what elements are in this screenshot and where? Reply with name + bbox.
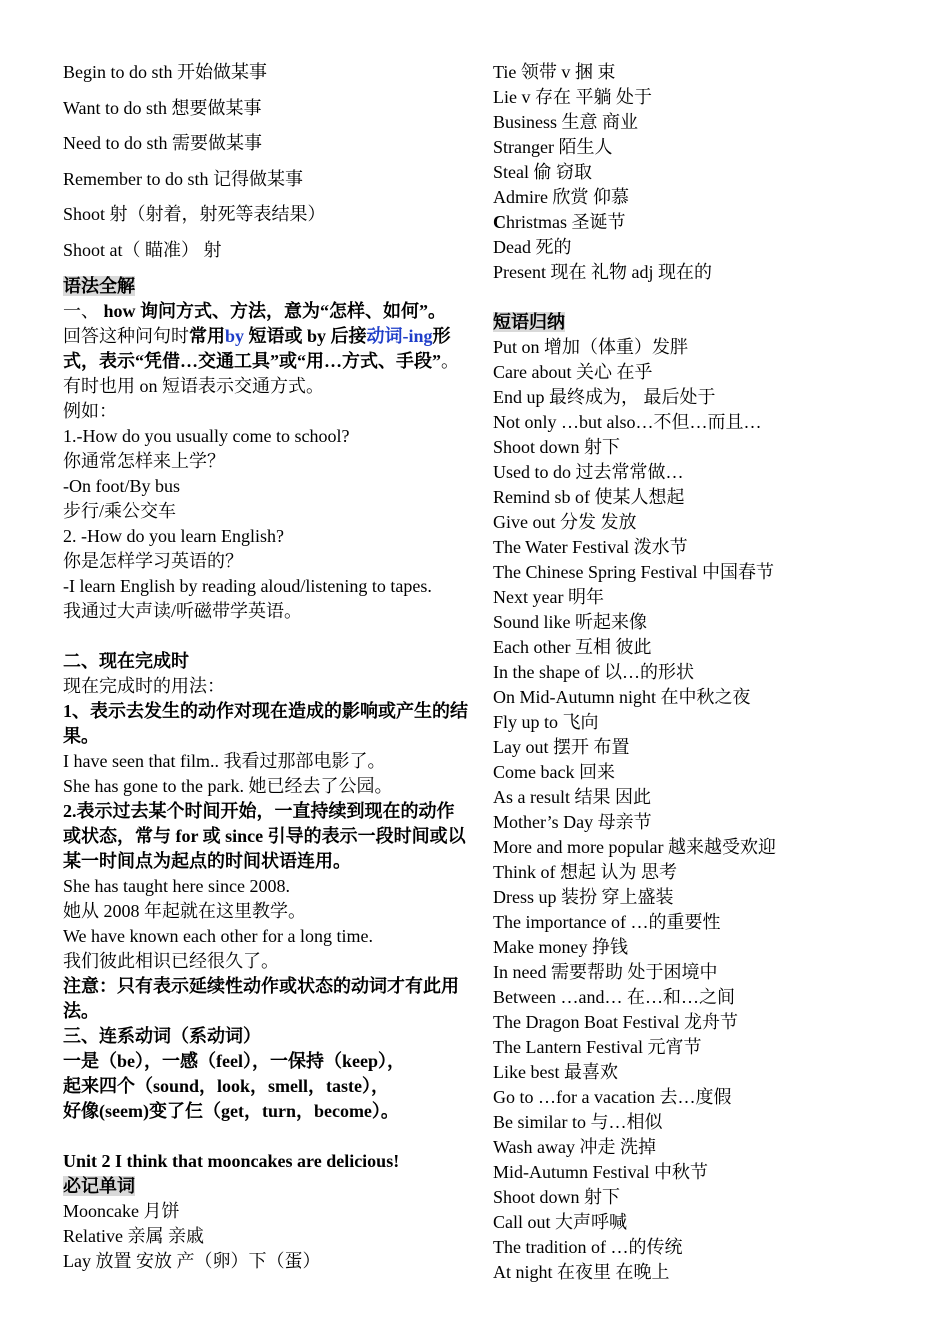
- by-keyword: by: [225, 325, 245, 346]
- example-line: 2. -How do you learn English?: [63, 525, 284, 546]
- phrase-item: Remind sb of 使某人想起: [493, 487, 685, 507]
- present-perfect-title: 二、现在完成时: [63, 650, 189, 671]
- example-line: 我们彼此相识已经很久了。: [63, 950, 279, 971]
- phrase-item: Mother’s Day 母亲节: [493, 812, 652, 832]
- present-perfect-point-2: 2.表示过去某个时间开始，一直持续到现在的动作或状态，常与 for 或 since 引导的表示一段时间或以某一时间点为起点的时间状语连用。: [63, 800, 466, 871]
- example-label: 例如：: [63, 400, 117, 421]
- right-column: [493, 60, 913, 1285]
- phrase-item: Used to do 过去常常做…: [493, 462, 684, 482]
- phrase-item: Come back 回来: [493, 762, 615, 782]
- example-line: -On foot/By bus: [63, 475, 180, 496]
- verb-phrase: Want to do sth 想要做某事: [63, 97, 262, 118]
- vocab-item: Steal 偷 窃取: [493, 162, 592, 182]
- verb-phrase: Begin to do sth 开始做某事: [63, 62, 268, 82]
- linking-verbs-title: 三、连系动词（系动词）: [63, 1025, 261, 1046]
- vocab-item: Relative 亲属 亲戚: [63, 1225, 204, 1246]
- phrase-item: The Dragon Boat Festival 龙舟节: [493, 1012, 738, 1032]
- phrase-item: Make money 挣钱: [493, 937, 628, 957]
- unit-title: Unit 2 I think that mooncakes are delicious!: [63, 1150, 400, 1171]
- phrase-item: Sound like 听起来像: [493, 612, 648, 632]
- verb-phrase: Shoot 射（射着，射死等表结果）: [63, 204, 326, 225]
- linking-verbs-line: 好像(seem)变了仨（get，turn，become）。: [63, 1100, 399, 1121]
- phrase-item: The importance of …的重要性: [493, 912, 721, 932]
- verb-phrase: Need to do sth 需要做某事: [63, 133, 262, 154]
- grammar-point-1-heading: [63, 299, 468, 324]
- example-line: I have seen that film.. 我看过那部电影了。: [63, 750, 386, 771]
- grammar-title: 语法全解: [63, 275, 135, 296]
- grammar-point-1-answer: 回答这种问句时常用by 短语或 by 后接动词-ing形式，表示“凭借…交通工具”或“用…方式、手段”。有时也用 on 短语表示交通方式。: [63, 325, 459, 396]
- example-line: 我通过大声读/听磁带学英语。: [63, 600, 302, 621]
- example-line: 你是怎样学习英语的？: [63, 550, 243, 571]
- grammar-title-line: [63, 274, 468, 299]
- linking-verbs-line: 一是（be），一感（feel），一保持（keep），: [63, 1050, 405, 1071]
- phrase-item: Shoot down 射下: [493, 1187, 621, 1207]
- ving-keyword: 动词-ing: [366, 325, 433, 346]
- phrase-item: On Mid-Autumn night 在中秋之夜: [493, 687, 751, 707]
- vocab-item: Admire 欣赏 仰慕: [493, 187, 629, 207]
- spacer: [63, 1124, 468, 1149]
- phrase-item: The Lantern Festival 元宵节: [493, 1037, 702, 1057]
- grammar-point-1-head: how 询问方式、方法，意为“怎样、如何”。: [103, 300, 447, 321]
- present-perfect-note: 注意：只有表示延续性动作或状态的动词才有此用法。: [63, 975, 459, 1021]
- phrase-item: Give out 分发 发放: [493, 512, 637, 532]
- phrase-item: At night 在夜里 在晚上: [493, 1262, 670, 1282]
- phrase-item: Like best 最喜欢: [493, 1062, 618, 1082]
- vocab-item: Dead 死的: [493, 237, 572, 257]
- phrase-item: Call out 大声呼喊: [493, 1212, 627, 1232]
- example-line: She has taught here since 2008.: [63, 875, 290, 896]
- phrase-item: The Chinese Spring Festival 中国春节: [493, 562, 774, 582]
- phrase-item: Dress up 装扮 穿上盛装: [493, 887, 674, 907]
- vocab-item-christmas: Christmas 圣诞节: [493, 212, 626, 232]
- vocab-item: Stranger 陌生人: [493, 137, 613, 157]
- phrase-item: Mid-Autumn Festival 中秋节: [493, 1162, 708, 1182]
- phrase-item: End up 最终成为， 最后处于: [493, 387, 716, 407]
- phrase-item: Care about 关心 在乎: [493, 362, 653, 382]
- verb-phrase: Shoot at（ 瞄准） 射: [63, 239, 222, 260]
- phrase-item: Lay out 摆开 布置: [493, 737, 630, 757]
- phrase-item: In need 需要帮助 处于困境中: [493, 962, 718, 982]
- grammar-point-1-number: 一、: [63, 300, 104, 321]
- vocab-item: Mooncake 月饼: [63, 1200, 180, 1221]
- vocab-item: Lay 放置 安放 产（卵）下（蛋）: [63, 1250, 321, 1271]
- vocab-item: Business 生意 商业: [493, 112, 639, 132]
- verb-phrase: Remember to do sth 记得做某事: [63, 168, 303, 189]
- example-line: We have known each other for a long time.: [63, 925, 373, 946]
- present-perfect-usage: 现在完成时的用法：: [63, 675, 225, 696]
- phrase-item: Put on 增加（体重）发胖: [493, 337, 689, 357]
- spacer: [493, 285, 913, 310]
- phrase-item: Not only …but also…不但…而且…: [493, 412, 762, 432]
- phrases-title: 短语归纳: [493, 312, 565, 332]
- phrase-item: Think of 想起 认为 思考: [493, 862, 677, 882]
- phrase-item: Each other 互相 彼此: [493, 637, 652, 657]
- phrase-item: Fly up to 飞向: [493, 712, 599, 732]
- phrase-item: Wash away 冲走 洗掉: [493, 1137, 657, 1157]
- present-perfect-point-1: 1、表示去发生的动作对现在造成的影响或产生的结果。: [63, 700, 468, 746]
- vocab-item: Lie v 存在 平躺 处于: [493, 87, 652, 107]
- phrases-title-line: [493, 310, 913, 335]
- left-column: [63, 60, 468, 1274]
- phrase-item: More and more popular 越来越受欢迎: [493, 837, 776, 857]
- linking-verbs-line: 起来四个（sound，look，smell，taste），: [63, 1075, 390, 1096]
- phrase-item: Go to …for a vacation 去…度假: [493, 1087, 732, 1107]
- vocab-item: Tie 领带 v 捆 束: [493, 62, 616, 82]
- example-line: 步行/乘公交车: [63, 500, 177, 521]
- phrase-list: [493, 335, 913, 1285]
- spacer: [63, 624, 468, 649]
- phrase-item: Shoot down 射下: [493, 437, 621, 457]
- vocab-title: 必记单词: [63, 1175, 135, 1196]
- phrase-item: Be similar to 与…相似: [493, 1112, 663, 1132]
- vocab-title-line: [63, 1174, 468, 1199]
- phrase-item: The tradition of …的传统: [493, 1237, 683, 1257]
- phrase-item: Next year 明年: [493, 587, 604, 607]
- phrase-item: As a result 结果 因此: [493, 787, 651, 807]
- example-line: 1.-How do you usually come to school?: [63, 425, 350, 446]
- example-line: 你通常怎样来上学？: [63, 450, 225, 471]
- phrase-item: Between …and… 在…和…之间: [493, 987, 735, 1007]
- example-line: 她从 2008 年起就在这里教学。: [63, 900, 306, 921]
- example-line: -I learn English by reading aloud/listening to tapes.: [63, 575, 432, 596]
- vocab-item: Present 现在 礼物 adj 现在的: [493, 262, 712, 282]
- phrase-item: In the shape of 以…的形状: [493, 662, 694, 682]
- phrase-item: The Water Festival 泼水节: [493, 537, 688, 557]
- example-line: She has gone to the park. 她已经去了公园。: [63, 775, 393, 796]
